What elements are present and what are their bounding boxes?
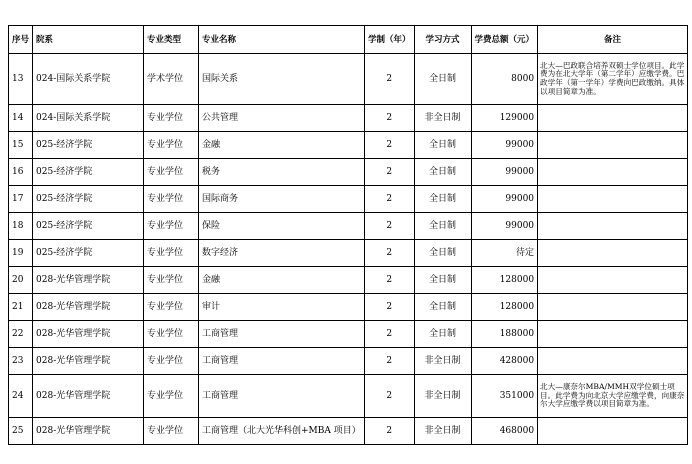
cell-major: 金融	[199, 267, 365, 294]
cell-years: 2	[365, 348, 415, 375]
header-remark: 备注	[538, 26, 688, 54]
cell-fee: 428000	[471, 348, 538, 375]
cell-no: 23	[9, 348, 33, 375]
cell-major: 保险	[199, 213, 365, 240]
cell-remark: 北大—康奈尔MBA/MMH双学位硕士项目。此学费为向北京大学应缴学费，向康奈尔大学应缴学费以项目简章为准。	[538, 375, 688, 418]
table-row	[9, 132, 688, 159]
table-row	[9, 186, 688, 213]
cell-years: 2	[365, 418, 415, 445]
cell-mode: 全日制	[414, 132, 471, 159]
cell-no: 20	[9, 267, 33, 294]
cell-years: 2	[365, 105, 415, 132]
cell-mode: 非全日制	[414, 375, 471, 418]
cell-mode: 全日制	[414, 240, 471, 267]
cell-mode: 全日制	[414, 54, 471, 105]
cell-dept: 025-经济学院	[33, 213, 144, 240]
cell-major: 工商管理	[199, 375, 365, 418]
table-row	[9, 375, 688, 418]
cell-mode: 全日制	[414, 213, 471, 240]
cell-dept: 028-光华管理学院	[33, 375, 144, 418]
cell-type: 专业学位	[144, 213, 199, 240]
cell-type: 专业学位	[144, 105, 199, 132]
cell-years: 2	[365, 321, 415, 348]
cell-mode: 全日制	[414, 186, 471, 213]
header-years: 学制（年）	[365, 26, 415, 54]
cell-dept: 024-国际关系学院	[33, 54, 144, 105]
cell-remark	[538, 159, 688, 186]
cell-major: 工商管理（北大光华科创+MBA 项目）	[199, 418, 365, 445]
cell-years: 2	[365, 132, 415, 159]
cell-years: 2	[365, 54, 415, 105]
cell-remark	[538, 348, 688, 375]
header-no: 序号	[9, 26, 33, 54]
table-row	[9, 240, 688, 267]
header-row	[9, 26, 688, 54]
header-major: 专业名称	[199, 26, 365, 54]
cell-dept: 024-国际关系学院	[33, 105, 144, 132]
cell-fee: 99000	[471, 159, 538, 186]
cell-type: 专业学位	[144, 159, 199, 186]
cell-fee: 待定	[471, 240, 538, 267]
cell-no: 25	[9, 418, 33, 445]
cell-fee: 99000	[471, 186, 538, 213]
cell-remark: 北大—巴政联合培养双硕士学位项目。此学费为在北大学年（第二学年）应缴学费。巴政学年（第一学年）学费向巴政缴纳。具体以项目简章为准。	[538, 54, 688, 105]
cell-fee: 128000	[471, 267, 538, 294]
cell-remark	[538, 240, 688, 267]
cell-major: 税务	[199, 159, 365, 186]
cell-remark	[538, 418, 688, 445]
cell-remark	[538, 294, 688, 321]
cell-remark	[538, 321, 688, 348]
cell-no: 17	[9, 186, 33, 213]
cell-years: 2	[365, 186, 415, 213]
cell-years: 2	[365, 213, 415, 240]
cell-type: 学术学位	[144, 54, 199, 105]
cell-remark	[538, 186, 688, 213]
cell-major: 公共管理	[199, 105, 365, 132]
cell-no: 16	[9, 159, 33, 186]
cell-dept: 025-经济学院	[33, 186, 144, 213]
table-row	[9, 213, 688, 240]
cell-type: 专业学位	[144, 240, 199, 267]
cell-type: 专业学位	[144, 348, 199, 375]
cell-major: 金融	[199, 132, 365, 159]
cell-major: 国际关系	[199, 54, 365, 105]
cell-major: 国际商务	[199, 186, 365, 213]
cell-dept: 025-经济学院	[33, 240, 144, 267]
cell-years: 2	[365, 294, 415, 321]
cell-mode: 全日制	[414, 159, 471, 186]
cell-no: 21	[9, 294, 33, 321]
header-mode: 学习方式	[414, 26, 471, 54]
table-row	[9, 321, 688, 348]
cell-no: 19	[9, 240, 33, 267]
table-row	[9, 348, 688, 375]
table-row	[9, 294, 688, 321]
cell-remark	[538, 132, 688, 159]
cell-remark	[538, 213, 688, 240]
header-fee: 学费总额（元）	[471, 26, 538, 54]
cell-fee: 188000	[471, 321, 538, 348]
table-body	[9, 54, 688, 445]
table-row	[9, 267, 688, 294]
cell-major: 工商管理	[199, 348, 365, 375]
table-row	[9, 54, 688, 105]
cell-dept: 028-光华管理学院	[33, 348, 144, 375]
cell-dept: 028-光华管理学院	[33, 267, 144, 294]
table-row	[9, 159, 688, 186]
cell-dept: 028-光华管理学院	[33, 418, 144, 445]
cell-no: 15	[9, 132, 33, 159]
cell-years: 2	[365, 240, 415, 267]
cell-fee: 129000	[471, 105, 538, 132]
cell-no: 13	[9, 54, 33, 105]
cell-no: 22	[9, 321, 33, 348]
cell-dept: 028-光华管理学院	[33, 294, 144, 321]
cell-dept: 025-经济学院	[33, 159, 144, 186]
cell-fee: 8000	[471, 54, 538, 105]
cell-no: 14	[9, 105, 33, 132]
cell-mode: 全日制	[414, 267, 471, 294]
cell-type: 专业学位	[144, 294, 199, 321]
cell-type: 专业学位	[144, 321, 199, 348]
cell-remark	[538, 105, 688, 132]
cell-dept: 028-光华管理学院	[33, 321, 144, 348]
cell-major: 数字经济	[199, 240, 365, 267]
header-type: 专业类型	[144, 26, 199, 54]
cell-type: 专业学位	[144, 186, 199, 213]
cell-mode: 非全日制	[414, 418, 471, 445]
cell-years: 2	[365, 375, 415, 418]
cell-no: 24	[9, 375, 33, 418]
table-row	[9, 105, 688, 132]
cell-mode: 全日制	[414, 294, 471, 321]
cell-major: 工商管理	[199, 321, 365, 348]
cell-major: 审计	[199, 294, 365, 321]
header-dept: 院系	[33, 26, 144, 54]
tuition-table	[8, 25, 688, 445]
cell-dept: 025-经济学院	[33, 132, 144, 159]
cell-fee: 351000	[471, 375, 538, 418]
cell-mode: 全日制	[414, 321, 471, 348]
cell-type: 专业学位	[144, 132, 199, 159]
table-row	[9, 418, 688, 445]
cell-fee: 99000	[471, 213, 538, 240]
cell-years: 2	[365, 267, 415, 294]
cell-fee: 468000	[471, 418, 538, 445]
cell-fee: 99000	[471, 132, 538, 159]
cell-no: 18	[9, 213, 33, 240]
cell-fee: 128000	[471, 294, 538, 321]
cell-remark	[538, 267, 688, 294]
cell-mode: 非全日制	[414, 348, 471, 375]
cell-type: 专业学位	[144, 418, 199, 445]
cell-years: 2	[365, 159, 415, 186]
cell-type: 专业学位	[144, 375, 199, 418]
cell-mode: 非全日制	[414, 105, 471, 132]
cell-type: 专业学位	[144, 267, 199, 294]
